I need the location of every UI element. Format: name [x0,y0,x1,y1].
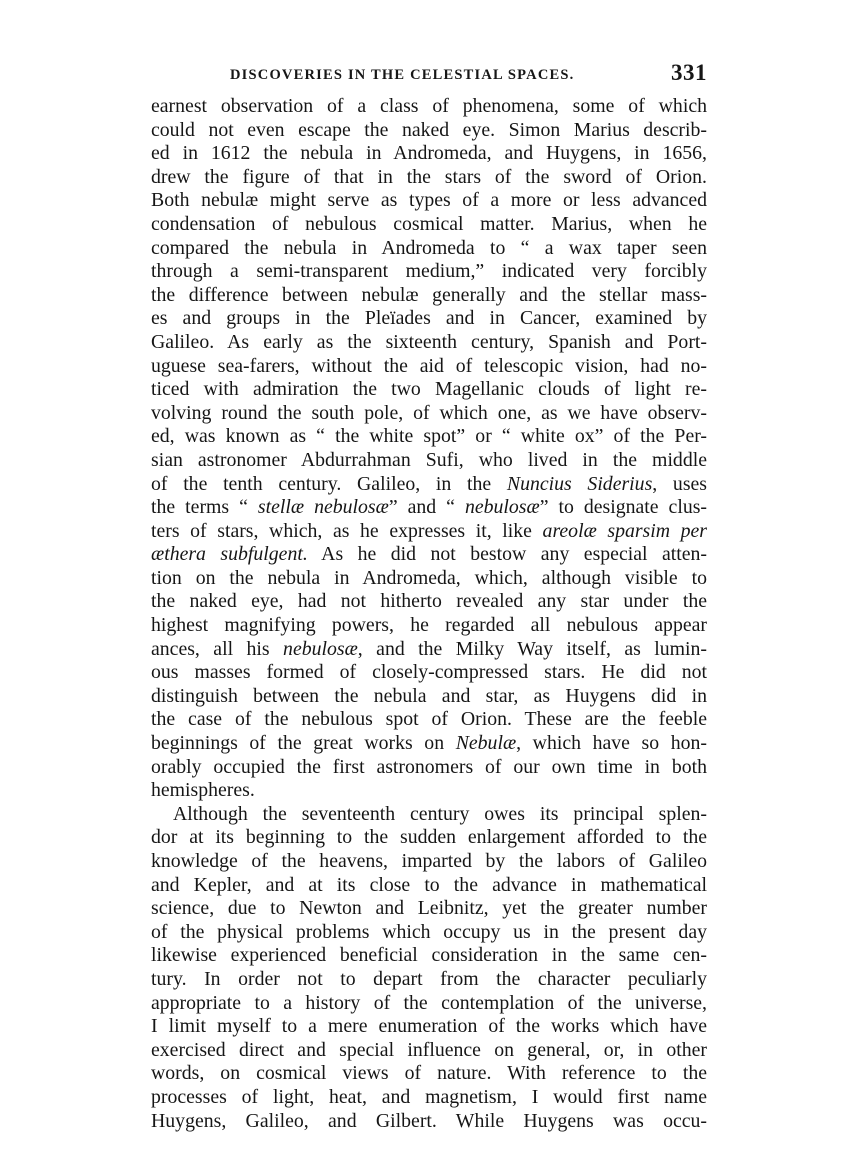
text-segment: distinguish between the nebula and star, as Huygens did in [151,684,707,707]
text-line [151,803,707,827]
text-segment: of the physical problems which occupy us in the present day [151,920,707,943]
running-head [150,60,707,90]
text-segment: through a semi-transparent medium,” indicated very forcibly [151,260,707,283]
text-segment: sian astronomer Abdurrahman Sufi, who lived in the middle [151,448,707,471]
text-line [151,968,707,992]
text-line [151,1039,707,1063]
text-segment: , and the Milky Way itself, as lumin- [357,637,707,660]
text-segment: science, due to Newton and Leibnitz, yet the greater number [151,897,707,920]
text-segment: the difference between nebulæ generally and the stellar mass- [151,283,707,306]
text-line [151,897,707,921]
text-line [151,921,707,945]
text-segment: highest magnifying powers, he regarded all nebulous appear [151,614,707,637]
text-line [151,1086,707,1110]
text-segment: the naked eye, had not hitherto revealed any star under the [151,590,707,613]
text-segment: Huygens, Galileo, and Gilbert. While Huygens was occu- [151,1109,707,1132]
text-line [151,708,707,732]
text-segment: ” and “ [388,496,465,519]
text-line [151,874,707,898]
text-line [151,496,707,520]
text-segment: uguese sea-farers, without the aid of telescopic vision, had no- [151,354,707,377]
text-line [151,590,707,614]
text-line [151,355,707,379]
body-text [151,95,707,1133]
text-line [151,520,707,544]
text-segment: tion on the nebula in Andromeda, which, although visible to [151,566,707,589]
text-segment: ticed with admiration the two Magellanic clouds of light re- [151,378,707,401]
text-segment: drew the figure of that in the stars of the sword of Orion. [151,165,707,188]
text-line [151,213,707,237]
text-segment: the terms “ [151,496,258,519]
text-segment: the case of the nebulous spot of Orion. These are the feeble [151,708,707,731]
text-segment: could not even escape the naked eye. Simon Marius describ- [151,118,707,141]
text-segment: dor at its beginning to the sudden enlargement afforded to the [151,826,707,849]
text-line [151,1062,707,1086]
text-line [151,284,707,308]
text-segment: ed in 1612 the nebula in Andromeda, and Huygens, in 1656, [151,142,707,165]
text-line [151,1110,707,1134]
text-line [151,779,707,803]
page-number: 331 [671,60,707,85]
italic-text-segment: nebulosæ [283,637,358,660]
text-line [151,638,707,662]
text-segment: ous masses formed of closely-compressed stars. He did not [151,661,707,684]
text-segment: exercised direct and special influence on general, or, in other [151,1038,707,1061]
text-line [151,95,707,119]
text-segment: Both nebulæ might serve as types of a more or less advanced [151,189,707,212]
text-segment: likewise experienced beneficial consideration in the same cen- [151,944,707,967]
text-segment: tury. In order not to depart from the character peculiarly [151,967,707,990]
text-line [151,543,707,567]
text-segment: volving round the south pole, of which one, as we have observ- [151,401,707,424]
text-line [151,567,707,591]
text-segment: of the tenth century. Galileo, in the [151,472,507,495]
text-line [151,826,707,850]
italic-text-segment: nebulosæ [464,496,540,519]
text-line [151,614,707,638]
text-segment: ” to designate clus- [539,496,708,519]
text-line [151,992,707,1016]
text-line [151,756,707,780]
text-line [151,307,707,331]
text-line [151,331,707,355]
text-segment: earnest observation of a class of phenomena, some of which [151,95,707,117]
text-segment: orably occupied the first astronomers of our own time in both [151,755,707,778]
text-line [151,850,707,874]
italic-text-segment: Nebulæ [455,732,517,755]
text-segment: Galileo. As early as the sixteenth century, Spanish and Port- [151,330,707,353]
text-line [151,402,707,426]
text-line [151,142,707,166]
text-line [151,685,707,709]
text-segment: I limit myself to a mere enumeration of the works which have [151,1015,707,1038]
text-segment: As he did not bestow any especial atten- [307,543,708,566]
text-segment: condensation of nebulous cosmical matter. Marius, when he [151,212,707,235]
text-line [151,378,707,402]
text-segment: and Kepler, and at its close to the advance in mathematical [151,873,707,896]
text-line [151,661,707,685]
text-line [151,166,707,190]
text-line [151,1015,707,1039]
text-segment: compared the nebula in Andromeda to “ a wax taper seen [151,236,707,259]
text-segment: knowledge of the heavens, imparted by the labors of Galileo [151,850,707,872]
italic-text-segment: stellæ nebulosæ [257,496,389,519]
text-segment: appropriate to a history of the contemplation of the universe, [151,991,707,1014]
text-line [151,189,707,213]
text-segment: , uses [652,472,707,495]
text-segment: processes of light, heat, and magnetism, I would first name [151,1085,707,1108]
running-title: DISCOVERIES IN THE CELESTIAL SPACES. [230,67,575,83]
text-line [151,944,707,968]
text-segment: es and groups in the Pleïades and in Cancer, examined by [151,307,707,330]
text-segment: beginnings of the great works on [151,732,456,755]
text-segment: Although the seventeenth century owes its principal splen- [173,802,707,825]
text-line [151,119,707,143]
text-segment: ances, all his [151,637,284,660]
text-segment: hemispheres. [151,779,255,802]
text-segment: , which have so hon- [516,732,707,755]
text-line [151,732,707,756]
text-line [151,237,707,261]
italic-text-segment: areolæ sparsim per [542,519,707,542]
text-segment: ed, was known as “ the white spot” or “ white ox” of the Per- [151,425,707,448]
text-segment: words, on cosmical views of nature. With reference to the [151,1062,707,1085]
text-line [151,473,707,497]
italic-text-segment: Nuncius Siderius [506,472,653,495]
text-line [151,260,707,284]
text-line [151,425,707,449]
italic-text-segment: æthera subfulgent. [151,543,308,566]
text-segment: ters of stars, which, as he expresses it, like [151,519,543,542]
text-line [151,449,707,473]
